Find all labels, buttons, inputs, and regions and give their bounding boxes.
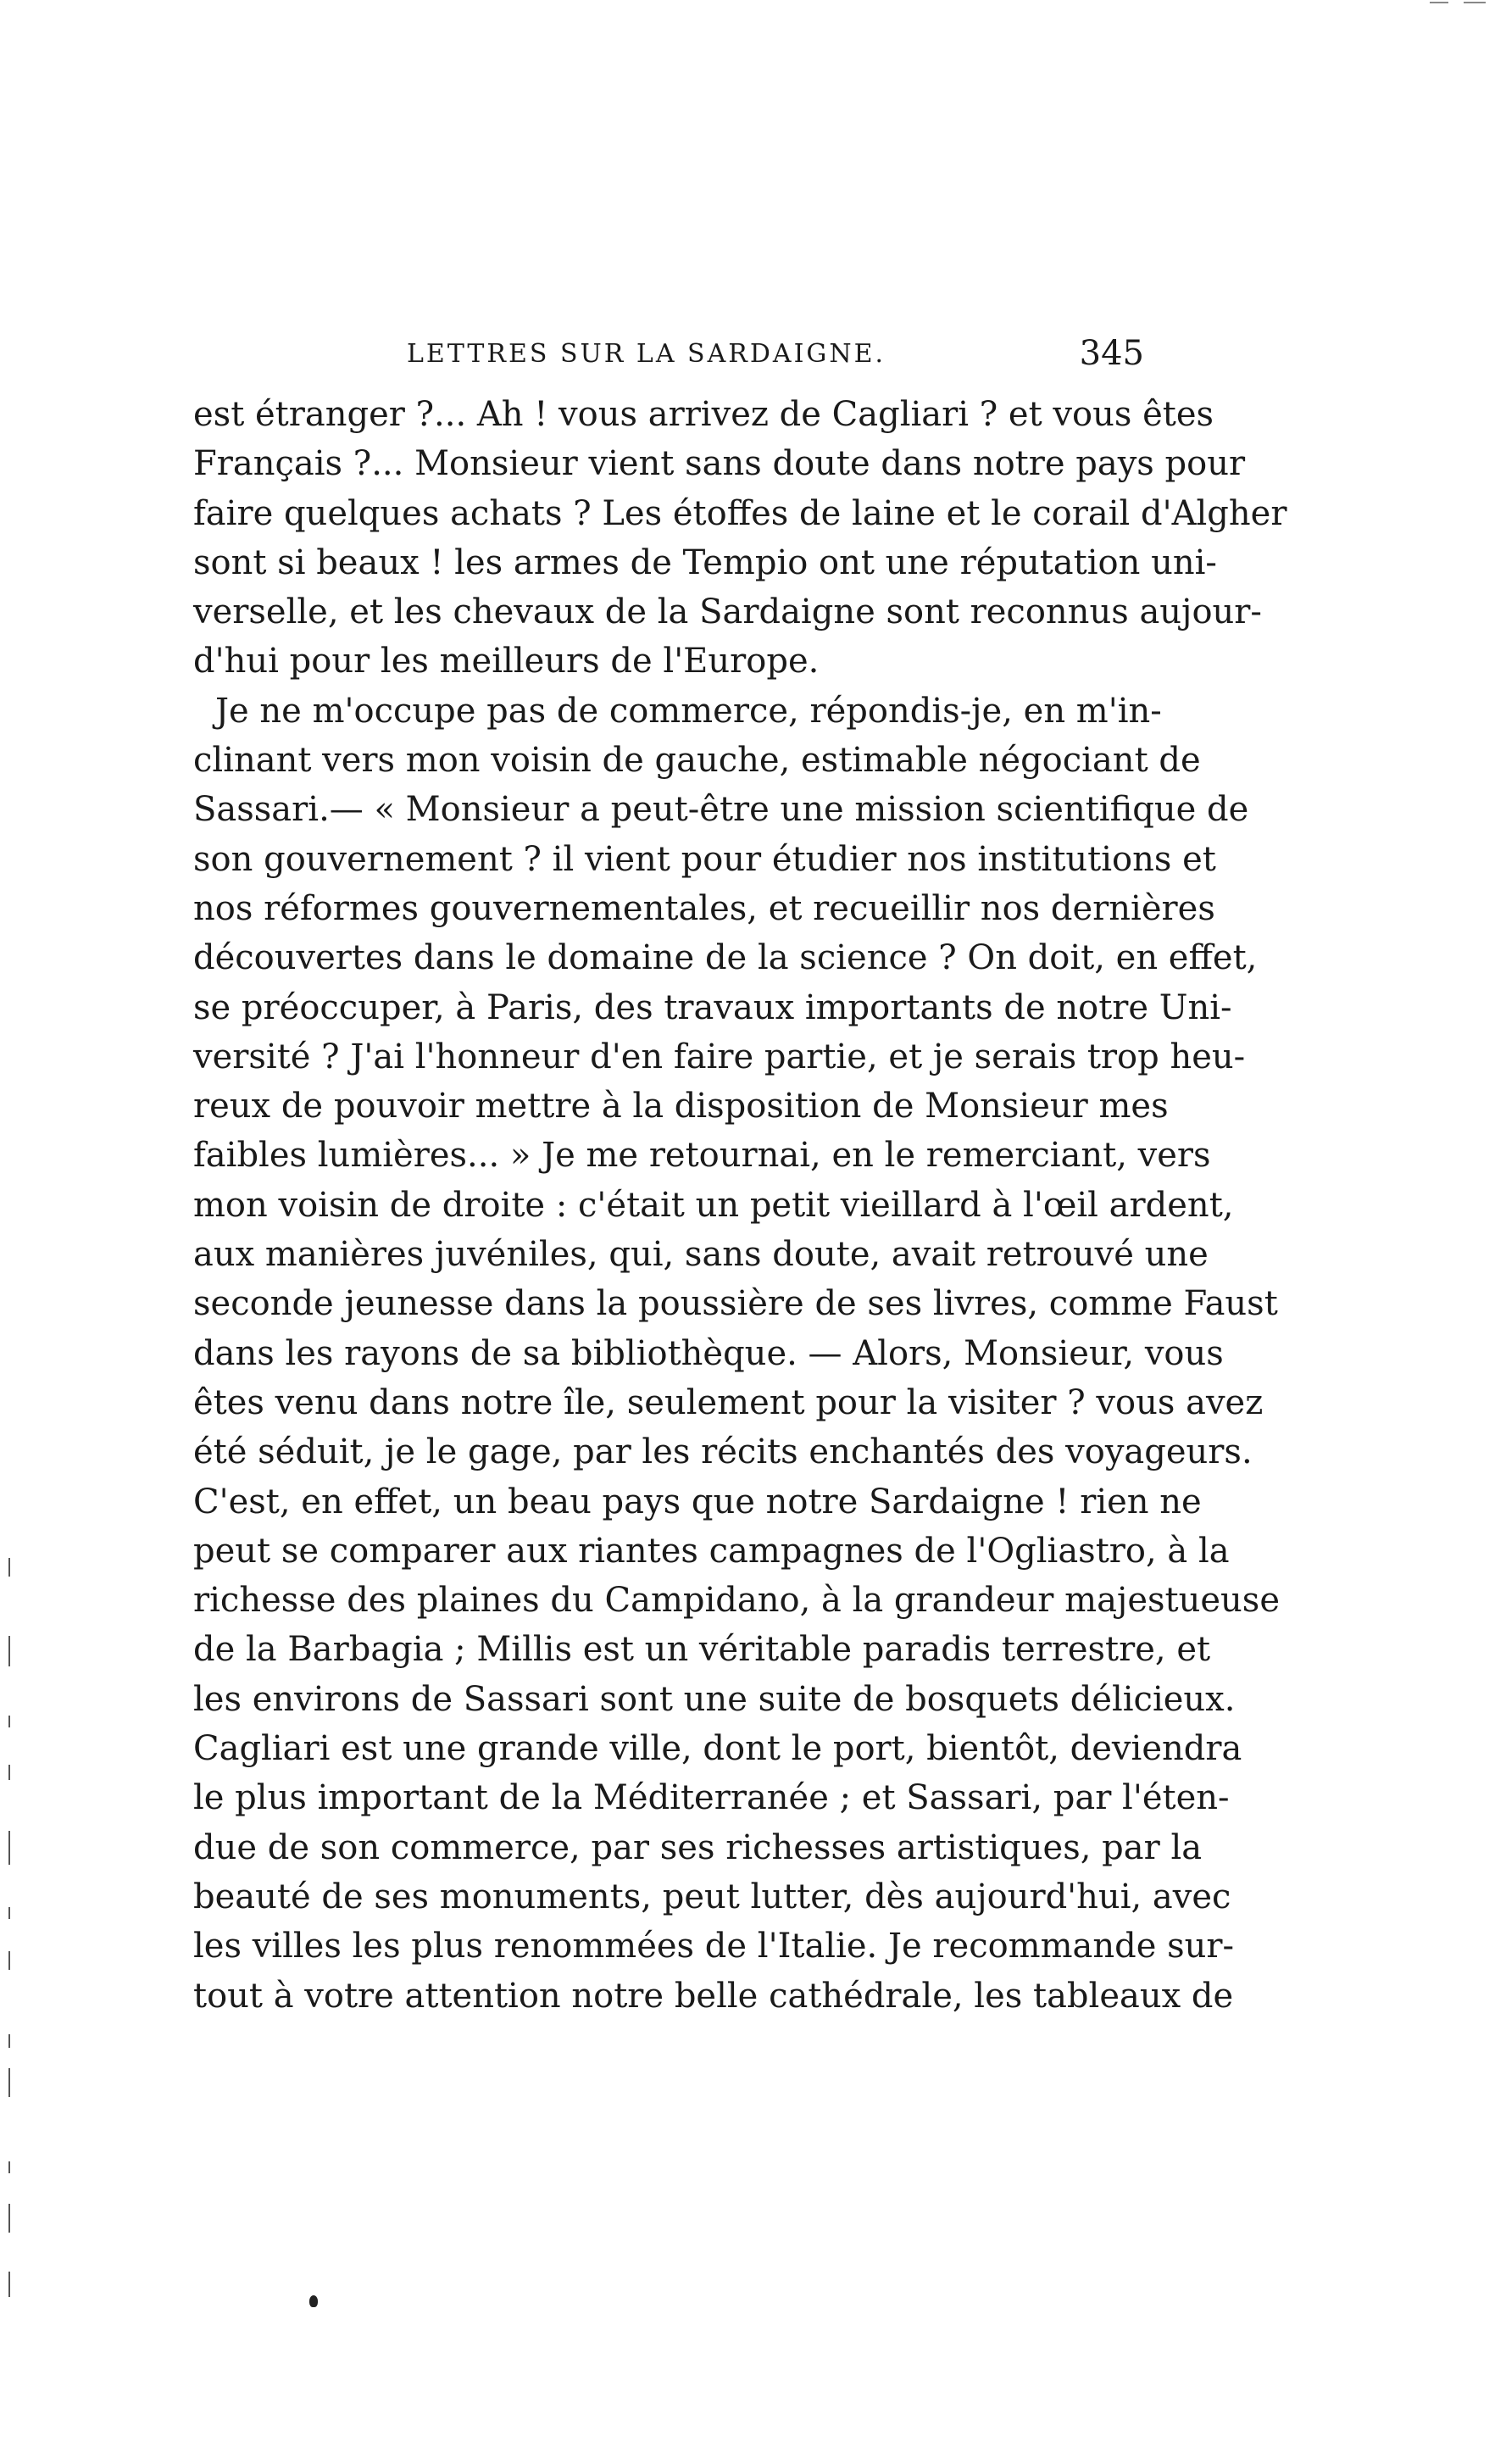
ink-blot (309, 2295, 318, 2307)
text-line: êtes venu dans notre île, seulement pour la visiter ? vous avez (193, 1382, 1264, 1422)
text-line: dans les rayons de sa bibliothèque. — Alors, Monsieur, vous (193, 1333, 1224, 1373)
text-line: richesse des plaines du Campidano, à la grandeur majestueuse (193, 1581, 1280, 1621)
text-line: aux manières juvéniles, qui, sans doute, avait retrouvé une (193, 1235, 1209, 1275)
text-line: tout à votre attention notre belle cathédrale, les tableaux de (193, 1976, 1234, 2016)
text-line: mon voisin de droite : c'était un petit vieillard à l'œil ardent, (193, 1185, 1234, 1225)
scan-corner-marks (1430, 2, 1489, 7)
text-line: C'est, en effet, un beau pays que notre Sardaigne ! rien ne (193, 1482, 1202, 1521)
text-line: son gouvernement ? il vient pour étudier nos institutions et (193, 839, 1216, 879)
text-line: beauté de ses monuments, peut lutter, dès aujourd'hui, avec (193, 1877, 1231, 1916)
text-line: Français ?... Monsieur vient sans doute dans notre pays pour (193, 444, 1246, 484)
text-line: Cagliari est une grande ville, dont le port, bientôt, deviendra (193, 1729, 1242, 1769)
margin-tick (8, 2204, 10, 2233)
text-line: sont si beaux ! les armes de Tempio ont une réputation uni- (193, 542, 1217, 582)
text-line: nos réformes gouvernementales, et recueillir nos dernières (193, 888, 1215, 928)
text-line: le plus important de la Méditerranée ; et Sassari, par l'éten- (193, 1778, 1230, 1818)
text-line: verselle, et les chevaux de la Sardaigne sont reconnus aujour- (193, 592, 1262, 632)
margin-tick (8, 2068, 10, 2097)
text-line: versité ? J'ai l'honneur d'en faire partie, et je serais trop heu- (193, 1037, 1246, 1076)
text-line: découvertes dans le domaine de la science ? On doit, en effet, (193, 938, 1258, 978)
text-line: reux de pouvoir mettre à la disposition de Monsieur mes (193, 1087, 1169, 1126)
text-line: se préoccuper, à Paris, des travaux importants de notre Uni- (193, 987, 1232, 1027)
margin-tick (8, 1636, 10, 1666)
scan-margin-marks (0, 0, 25, 2464)
text-line: les villes les plus renommées de l'Italie. Je recommande sur- (193, 1927, 1235, 1966)
text-line: Je ne m'occupe pas de commerce, répondis-je, en m'in- (215, 691, 1162, 731)
text-line: faire quelques achats ? Les étoffes de laine et le corail d'Algher (193, 493, 1287, 533)
text-line: peut se comparer aux riantes campagnes de l'Ogliastro, à la (193, 1531, 1230, 1571)
running-head (407, 334, 1144, 390)
margin-tick (8, 1765, 10, 1780)
text-line: clinant vers mon voisin de gauche, estimable négociant de (193, 741, 1201, 781)
body-text (193, 390, 1287, 2021)
margin-tick (8, 1951, 10, 1970)
text-line: de la Barbagia ; Millis est un véritable paradis terrestre, et (193, 1630, 1211, 1670)
text-line: seconde jeunesse dans la poussière de ses livres, comme Faust (193, 1284, 1278, 1324)
text-line: d'hui pour les meilleurs de l'Europe. (193, 642, 820, 681)
margin-tick (8, 2272, 10, 2297)
text-line: Sassari.— « Monsieur a peut-être une mission scientifique de (193, 790, 1249, 830)
margin-tick (8, 1558, 10, 1577)
margin-tick (8, 2034, 10, 2048)
running-title: LETTRES SUR LA SARDAIGNE. (407, 339, 886, 369)
text-line: faibles lumières... » Je me retournai, en le remerciant, vers (193, 1136, 1211, 1176)
text-line: les environs de Sassari sont une suite de bosquets délicieux. (193, 1679, 1236, 1719)
margin-tick (8, 1716, 10, 1727)
text-line: été séduit, je le gage, par les récits enchantés des voyageurs. (193, 1432, 1253, 1472)
margin-tick (8, 1907, 10, 1919)
margin-tick (8, 1831, 10, 1865)
text-line: est étranger ?... Ah ! vous arrivez de Cagliari ? et vous êtes (193, 395, 1214, 434)
text-line: due de son commerce, par ses richesses artistiques, par la (193, 1827, 1203, 1867)
page-number: 345 (1079, 334, 1144, 373)
margin-tick (8, 2161, 10, 2173)
